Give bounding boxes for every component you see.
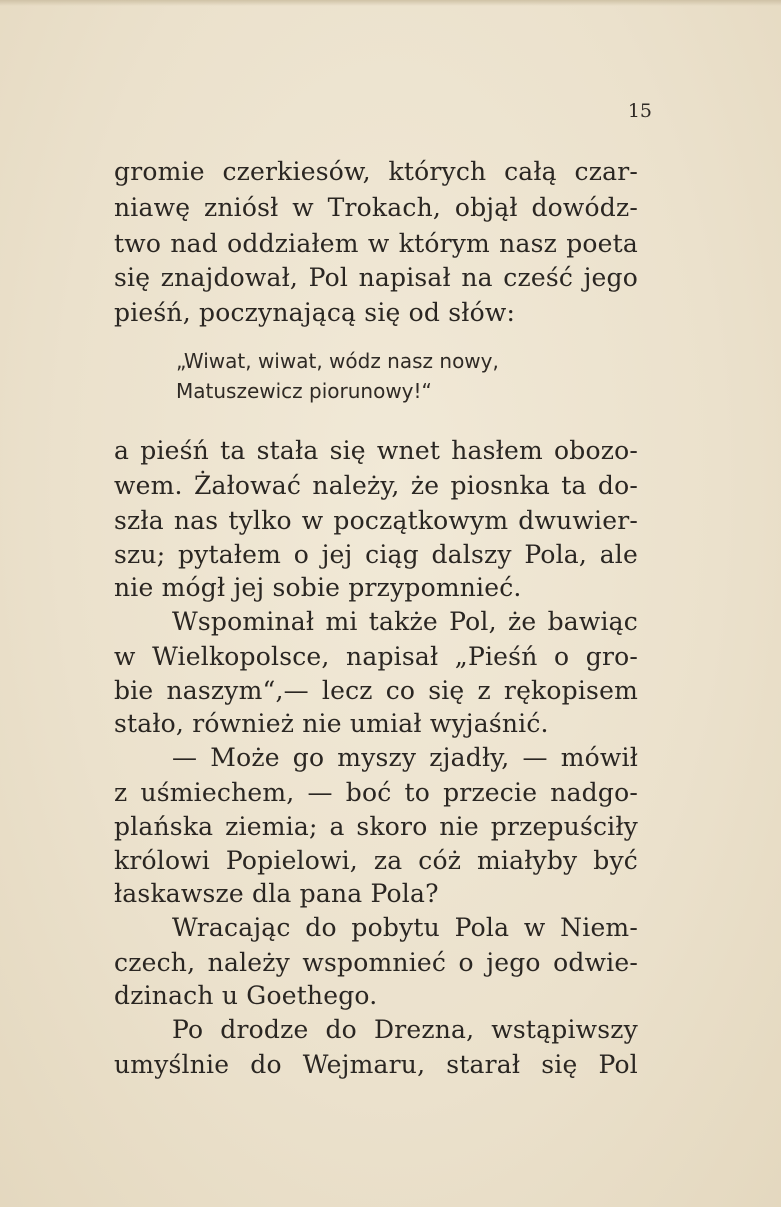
text-line: Wracając do pobytu Pola w Niem- bbox=[172, 913, 638, 942]
text-line: nie mógł jej sobie przypomnieć. bbox=[114, 573, 522, 602]
text-line: a pieśń ta stała się wnet hasłem obozo- bbox=[114, 436, 638, 465]
verse-line: Matuszewicz piorunowy!“ bbox=[176, 379, 432, 403]
text-line: z uśmiechem, — boć to przecie nadgo- bbox=[114, 778, 638, 807]
text-line: two nad oddziałem w którym nasz poeta bbox=[114, 229, 638, 258]
text-line: szu; pytałem o jej ciąg dalszy Pola, ale bbox=[114, 540, 638, 569]
text-line: pieśń, poczynającą się od słów: bbox=[114, 298, 516, 327]
page-number: 15 bbox=[627, 100, 652, 122]
verse-line: „Wiwat, wiwat, wódz nasz nowy, bbox=[176, 349, 499, 373]
text-line: łaskawsze dla pana Pola? bbox=[114, 879, 439, 908]
text-line: plańska ziemia; a skoro nie przepuściły bbox=[114, 812, 638, 841]
text-line: dzinach u Goethego. bbox=[114, 981, 378, 1010]
text-line: stało, również nie umiał wyjaśnić. bbox=[114, 709, 549, 738]
text-line: w Wielkopolsce, napisał „Pieśń o gro- bbox=[114, 642, 638, 671]
text-line: umyślnie do Wejmaru, starał się Pol bbox=[114, 1050, 638, 1079]
text-line: — Może go myszy zjadły, — mówił bbox=[172, 743, 638, 772]
text-line: gromie czerkiesów, których całą czar- bbox=[114, 157, 638, 186]
text-line: szła nas tylko w początkowym dwuwier- bbox=[114, 506, 638, 535]
text-line: bie naszym“,— lecz co się z rękopisem bbox=[114, 676, 638, 705]
text-line: wem. Żałować należy, że piosnka ta do- bbox=[114, 471, 638, 500]
text-line: królowi Popielowi, za cóż miałyby być bbox=[114, 846, 638, 875]
text-line: się znajdował, Pol napisał na cześć jego bbox=[114, 263, 638, 292]
text-line: Wspominał mi także Pol, że bawiąc bbox=[172, 607, 638, 636]
page-top-edge bbox=[0, 0, 781, 6]
text-line: czech, należy wspomnieć o jego odwie- bbox=[114, 948, 638, 977]
text-line: niawę zniósł w Trokach, objął dowódz- bbox=[114, 193, 638, 222]
text-line: Po drodze do Drezna, wstąpiwszy bbox=[172, 1015, 638, 1044]
